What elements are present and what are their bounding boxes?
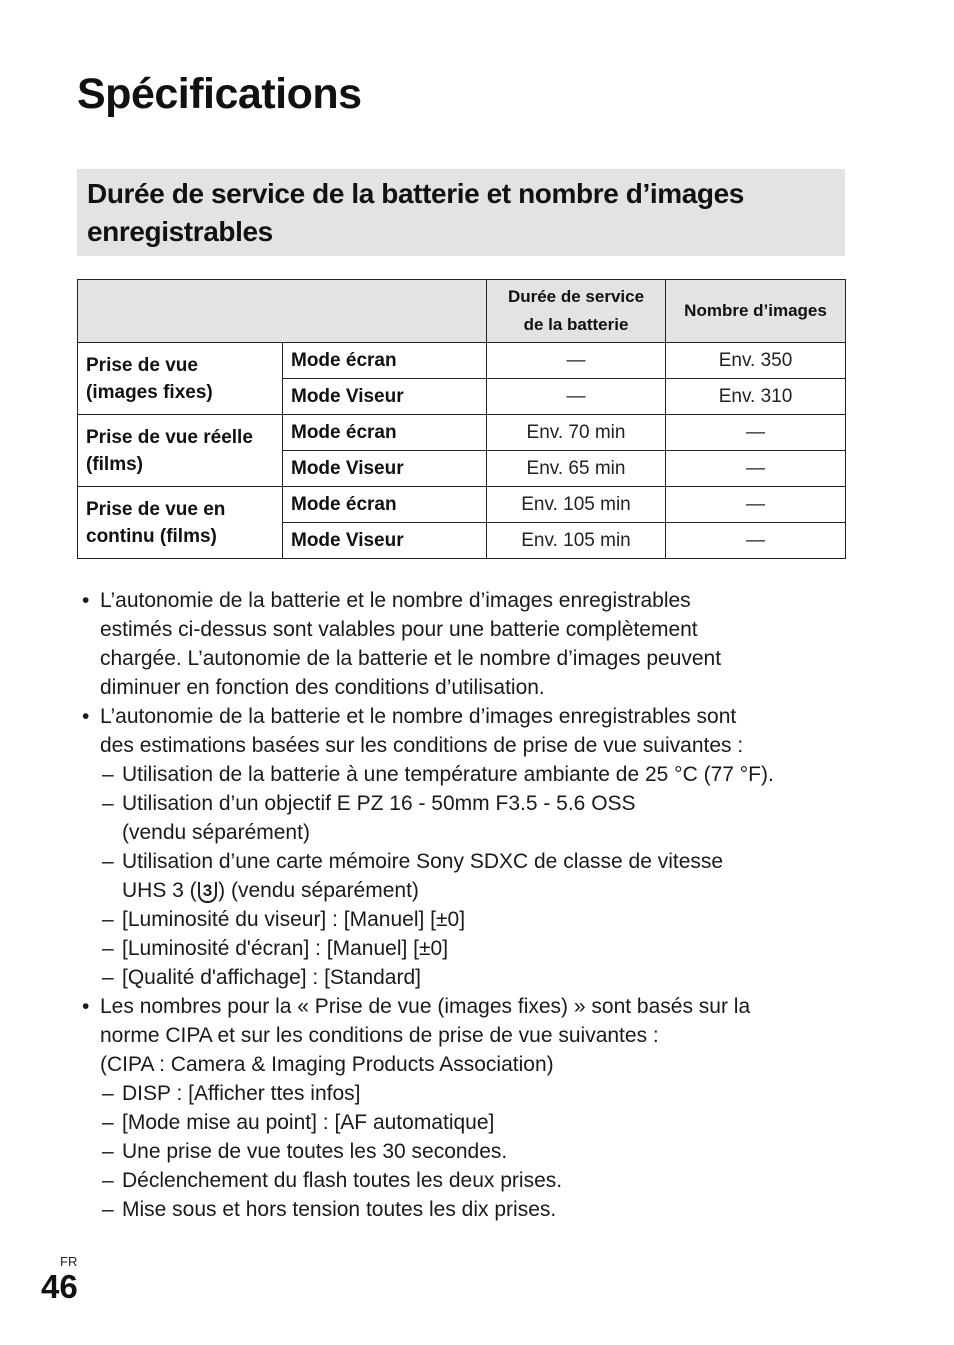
section-title-line1: Durée de service de la batterie et nombre d’images: [87, 178, 744, 209]
page-title: Spécifications: [77, 70, 362, 118]
images-cell: —: [666, 415, 846, 451]
dash-marker: –: [102, 937, 114, 960]
duration-cell: —: [487, 343, 666, 379]
duration-cell: Env. 70 min: [487, 415, 666, 451]
note-sub-item: – Utilisation de la batterie à une température ambiante de 25 °C (77 °F).: [80, 760, 860, 789]
mode-cell: Mode écran: [283, 415, 487, 451]
table-header-blank: [78, 280, 487, 343]
table-row: [78, 487, 846, 523]
note-bullet: • L’autonomie de la batterie et le nombre d’images enregistrables sont des estimations basées sur les conditions de prise de vue suivantes :: [80, 702, 860, 760]
dash-marker: –: [102, 1082, 114, 1105]
duration-cell: —: [487, 379, 666, 415]
dash-marker: –: [102, 763, 114, 786]
bullet-marker: •: [82, 995, 90, 1018]
mode-cell: Mode Viseur: [283, 451, 487, 487]
dash-marker: –: [102, 908, 114, 931]
note-sub-item: – Déclenchement du flash toutes les deux prises.: [80, 1166, 860, 1195]
dash-marker: –: [102, 792, 114, 815]
mode-cell: Mode Viseur: [283, 379, 487, 415]
note-sub-item: – Mise sous et hors tension toutes les dix prises.: [80, 1195, 860, 1224]
language-code: FR: [60, 1254, 78, 1269]
mode-cell: Mode écran: [283, 487, 487, 523]
note-bullet: • L’autonomie de la batterie et le nombre d’images enregistrables estimés ci-dessus sont valables pour une batterie complètement chargée. L’autonomie de la batterie et le nombre d’images peuvent diminuer en fonction des conditions d’utilisation.: [80, 586, 860, 702]
table-header-row: [78, 280, 846, 343]
duration-cell: Env. 105 min: [487, 487, 666, 523]
images-cell: —: [666, 523, 846, 559]
section-title: [87, 175, 835, 251]
duration-cell: Env. 65 min: [487, 451, 666, 487]
dash-marker: –: [102, 1111, 114, 1134]
note-bullet: • Les nombres pour la « Prise de vue (images fixes) » sont basés sur la norme CIPA et sur les conditions de prise de vue suivantes : (CIPA : Camera & Imaging Products Association): [80, 992, 860, 1079]
duration-cell: Env. 105 min: [487, 523, 666, 559]
bullet-marker: •: [82, 589, 90, 612]
dash-marker: –: [102, 966, 114, 989]
dash-marker: –: [102, 1169, 114, 1192]
group-label-continuous-movies: Prise de vue en continu (films): [78, 487, 283, 559]
battery-spec-table: [77, 279, 846, 559]
section-header-band: [77, 169, 845, 256]
header-image-count: Nombre d’images: [666, 280, 846, 343]
images-cell: —: [666, 487, 846, 523]
uhs-speed-class-icon: 3: [198, 882, 217, 903]
group-label-movies: Prise de vue réelle (films): [78, 415, 283, 487]
dash-marker: –: [102, 1140, 114, 1163]
mode-cell: Mode écran: [283, 343, 487, 379]
table-row: [78, 343, 846, 379]
note-sub-item: – [Luminosité d'écran] : [Manuel] [±0]: [80, 934, 860, 963]
note-sub-item: – DISP : [Afficher ttes infos]: [80, 1079, 860, 1108]
table-row: [78, 415, 846, 451]
note-sub-item: – Une prise de vue toutes les 30 secondes.: [80, 1137, 860, 1166]
notes-list: [80, 586, 860, 1224]
images-cell: —: [666, 451, 846, 487]
header-battery-duration: Durée de service de la batterie: [487, 280, 666, 343]
note-sub-item: – [Luminosité du viseur] : [Manuel] [±0]: [80, 905, 860, 934]
mode-cell: Mode Viseur: [283, 523, 487, 559]
page-number: 46: [41, 1268, 78, 1305]
images-cell: Env. 310: [666, 379, 846, 415]
images-cell: Env. 350: [666, 343, 846, 379]
note-sub-item: – Utilisation d’une carte mémoire Sony SDXC de classe de vitesse UHS 3 ( 3 ) (vendu séparément): [80, 847, 860, 905]
note-sub-item: – [Mode mise au point] : [AF automatique]: [80, 1108, 860, 1137]
dash-marker: –: [102, 850, 114, 873]
note-sub-item: – [Qualité d'affichage] : [Standard]: [80, 963, 860, 992]
note-sub-item: – Utilisation d’un objectif E PZ 16 - 50mm F3.5 - 5.6 OSS (vendu séparément): [80, 789, 860, 847]
dash-marker: –: [102, 1198, 114, 1221]
section-title-line2: enregistrables: [87, 216, 273, 247]
bullet-marker: •: [82, 705, 90, 728]
group-label-still-images: Prise de vue (images fixes): [78, 343, 283, 415]
